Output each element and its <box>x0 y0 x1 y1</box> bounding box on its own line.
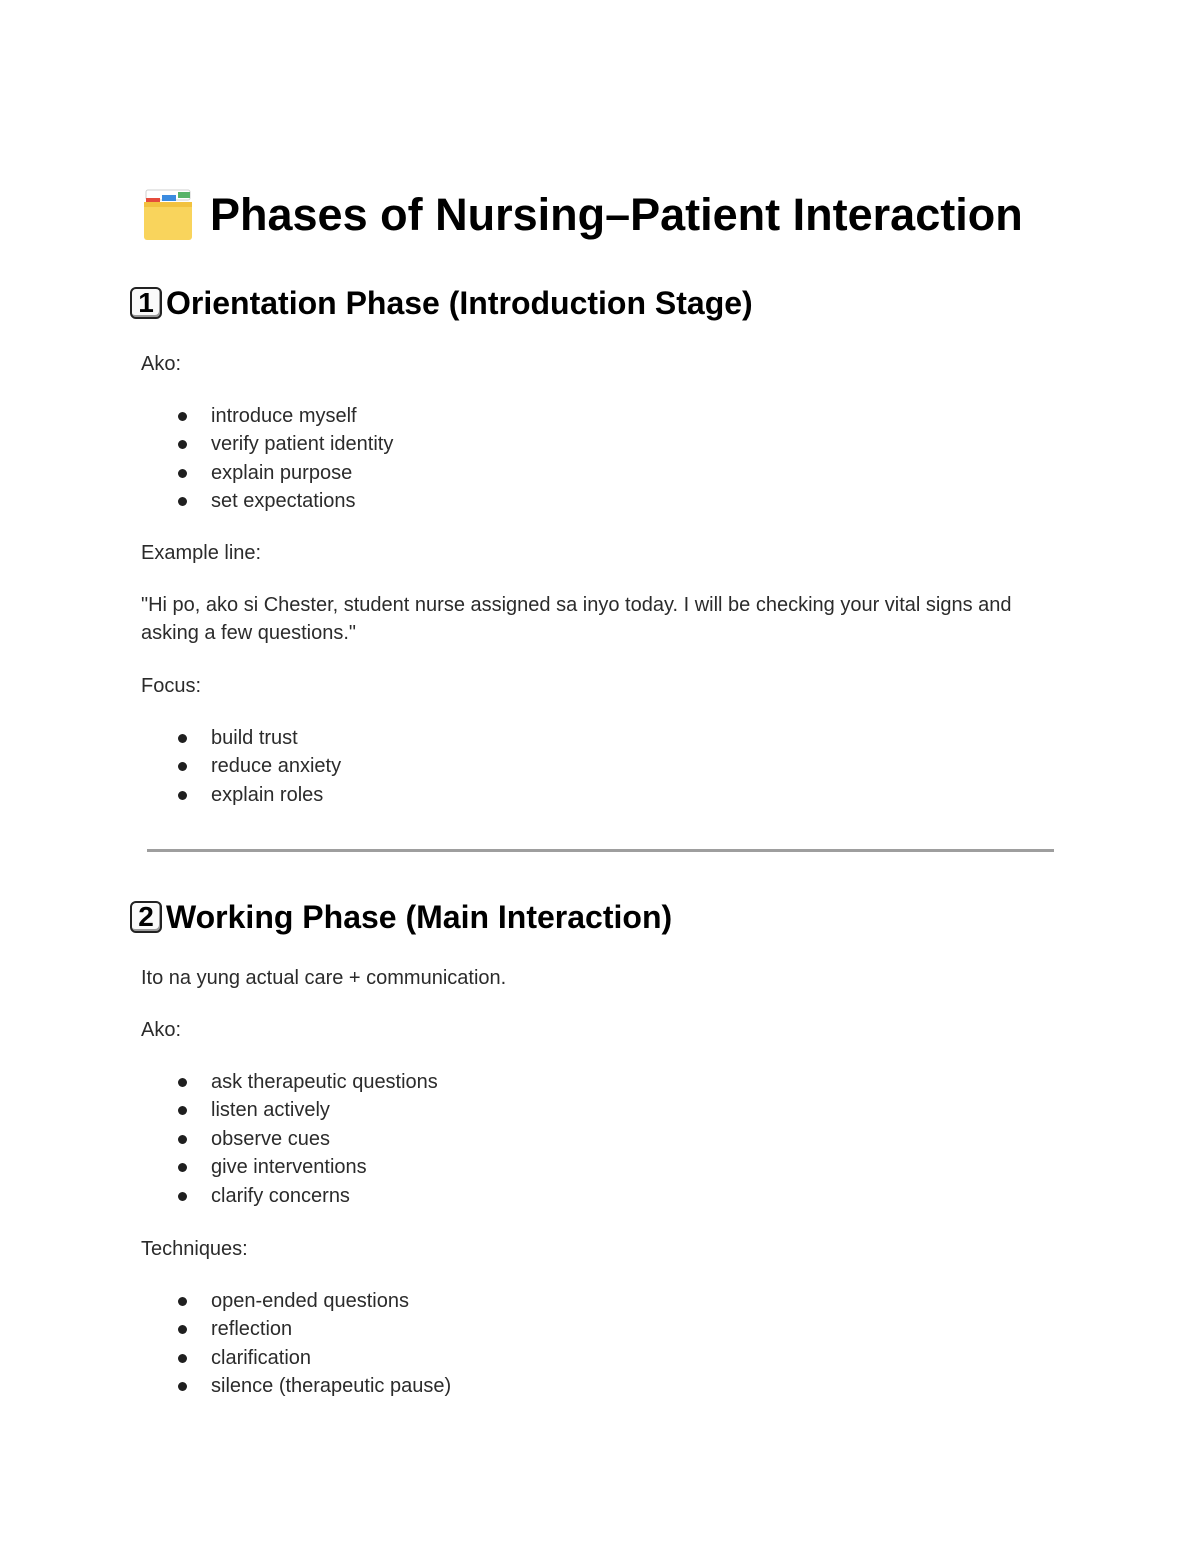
working-intro: Ito na yung actual care + communication. <box>141 967 507 989</box>
list-item: verify patient identity <box>141 430 393 458</box>
example-quote: "Hi po, ako si Chester, student nurse assigned sa inyo today. I will be checking your vital signs and asking a few questions." <box>141 594 1012 644</box>
list-item: open-ended questions <box>141 1287 451 1315</box>
focus-label: Focus: <box>141 675 202 697</box>
techniques-list <box>141 1287 451 1401</box>
example-label: Example line: <box>141 542 262 564</box>
keycap-number-one-icon: 1 <box>130 287 162 319</box>
list-item: listen actively <box>141 1096 438 1124</box>
focus-list <box>141 724 341 809</box>
section-heading-orientation <box>130 283 753 323</box>
list-item: set expectations <box>141 487 393 515</box>
page-title-text: Phases of Nursing–Patient Interaction <box>210 189 1023 240</box>
list-item: introduce myself <box>141 402 393 430</box>
list-item: reduce anxiety <box>141 752 341 780</box>
page-title <box>142 186 1023 244</box>
list-item: explain purpose <box>141 459 393 487</box>
section-heading-working <box>130 897 672 937</box>
section-heading-text: Orientation Phase (Introduction Stage) <box>166 285 753 321</box>
list-item: clarification <box>141 1344 451 1372</box>
techniques-label: Techniques: <box>141 1238 248 1260</box>
ako-list <box>141 402 393 516</box>
list-item: explain roles <box>141 781 341 809</box>
horizontal-divider <box>147 849 1054 852</box>
list-item: give interventions <box>141 1153 438 1181</box>
list-item: observe cues <box>141 1125 438 1153</box>
list-item: clarify concerns <box>141 1182 438 1210</box>
ako-list <box>141 1068 438 1210</box>
card-index-dividers-icon <box>142 188 194 242</box>
ako-label: Ako: <box>141 353 182 375</box>
section-heading-text: Working Phase (Main Interaction) <box>166 899 673 935</box>
list-item: ask therapeutic questions <box>141 1068 438 1096</box>
keycap-number-two-icon: 2 <box>130 901 162 933</box>
list-item: silence (therapeutic pause) <box>141 1372 451 1400</box>
ako-label: Ako: <box>141 1019 182 1041</box>
list-item: build trust <box>141 724 341 752</box>
list-item: reflection <box>141 1315 451 1343</box>
